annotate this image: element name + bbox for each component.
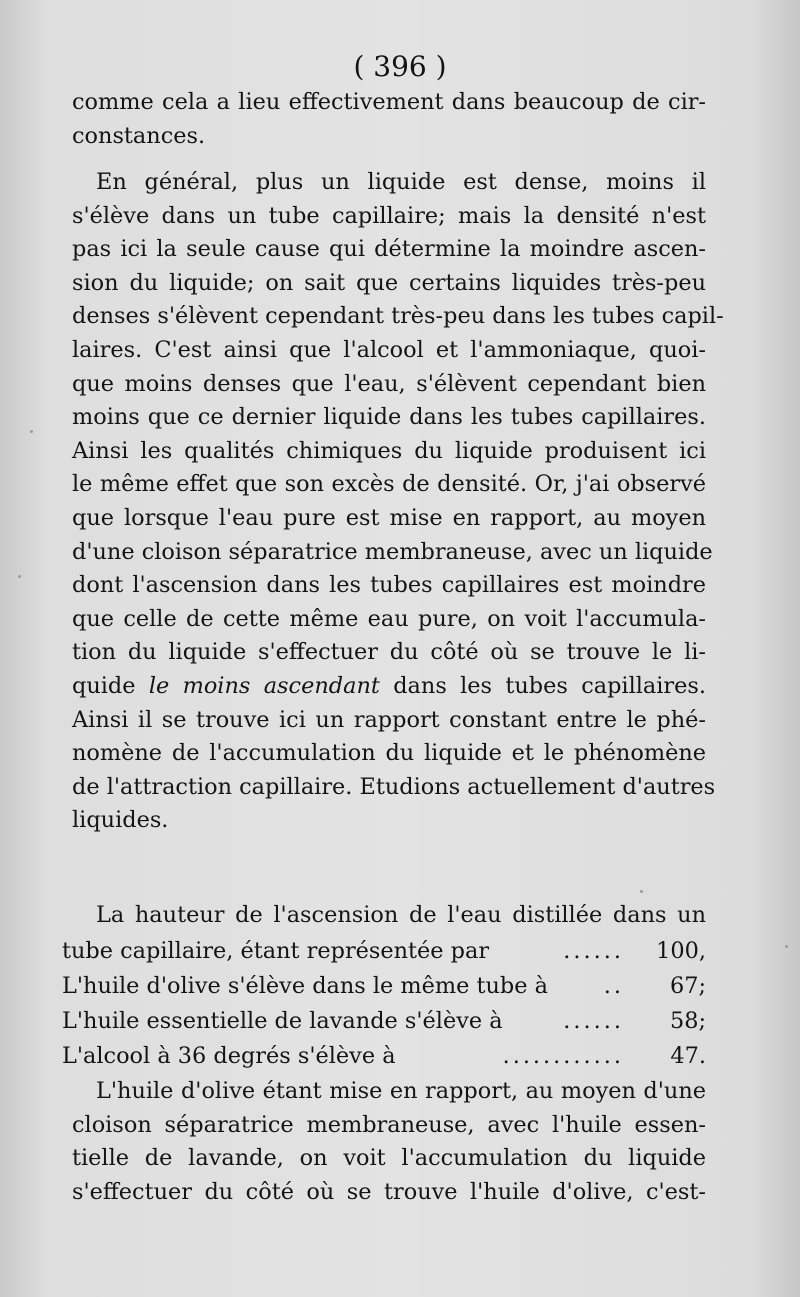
- table-row: [62, 969, 706, 1004]
- row-label: L'huile essentielle de lavande s'élève à: [62, 1008, 503, 1034]
- text-line: d'une cloison séparatrice membraneuse, avec un liquide: [72, 538, 713, 565]
- text-line: moins que ce dernier liquide dans les tubes capillaires.: [72, 404, 706, 431]
- text-line: L'huile d'olive étant mise en rapport, au moyen d'une: [96, 1078, 706, 1104]
- text-line: s'effectuer du côté où se trouve l'huile d'olive, c'est-: [72, 1178, 706, 1205]
- row-label: L'huile d'olive s'élève dans le même tube à: [62, 973, 548, 999]
- table-row: [62, 1004, 706, 1039]
- text-line: Ainsi les qualités chimiques du liquide produisent ici: [72, 437, 706, 464]
- row-value: 100,: [656, 938, 706, 964]
- row-leader: ............: [502, 1043, 624, 1069]
- table-row: [62, 1039, 706, 1074]
- text-line: que celle de cette même eau pure, on voit l'accumula-: [72, 605, 706, 632]
- paper-speck: [18, 575, 21, 578]
- row-value: 47.: [670, 1043, 706, 1069]
- text-line: le même effet que son excès de densité. Or, j'ai observé: [72, 471, 706, 498]
- row-label: L'alcool à 36 degrés s'élève à: [62, 1043, 396, 1069]
- text-line: tion du liquide s'effectuer du côté où se trouve le li-: [72, 639, 706, 666]
- line-start: quide: [72, 672, 136, 699]
- text-line: dont l'ascension dans les tubes capillaires est moindre: [72, 572, 706, 599]
- text-line: En général, plus un liquide est dense, moins il: [96, 169, 706, 195]
- ascension-table: [62, 934, 706, 1074]
- text-line: cloison séparatrice membraneuse, avec l'huile essen-: [72, 1111, 706, 1138]
- page-number: ( 396 ): [353, 50, 447, 83]
- text-line: sion du liquide; on sait que certains liquides très-peu: [72, 269, 706, 296]
- text-line: liquides.: [72, 807, 169, 834]
- paragraph-capillarity: [72, 166, 724, 838]
- text-line-with-italic: [72, 670, 706, 704]
- text-line: constances.: [72, 122, 206, 149]
- text-line: pas ici la seule cause qui détermine la moindre ascen-: [72, 236, 706, 263]
- italic-phrase: le moins ascendant: [148, 672, 380, 699]
- paragraph-olive-oil: [72, 1075, 706, 1209]
- text-line: tielle de lavande, on voit l'accumulation du liquide: [72, 1145, 706, 1172]
- text-line: laires. C'est ainsi que l'alcool et l'ammoniaque, quoi-: [72, 336, 706, 363]
- table-intro: [72, 899, 706, 933]
- text-line: Ainsi il se trouve ici un rapport constant entre le phé-: [72, 706, 706, 733]
- text-line: que moins denses que l'eau, s'élèvent cependant bien: [72, 370, 706, 397]
- paragraph-continuation: [72, 86, 706, 153]
- line-end: dans les tubes capillaires.: [393, 672, 706, 699]
- row-value: 67;: [669, 973, 706, 999]
- text-line: comme cela a lieu effectivement dans beaucoup de cir-: [72, 89, 706, 115]
- row-leader: ..: [603, 973, 624, 999]
- text-line: La hauteur de l'ascension de l'eau distillée dans un: [96, 902, 706, 928]
- paper-speck: [785, 945, 788, 948]
- paper-speck: [30, 430, 33, 433]
- paper-speck: [640, 890, 643, 893]
- row-label: tube capillaire, étant représentée par: [62, 938, 490, 964]
- text-line: de l'attraction capillaire. Etudions actuellement d'autres: [72, 773, 716, 800]
- text-line: que lorsque l'eau pure est mise en rapport, au moyen: [72, 504, 706, 531]
- row-leader: ......: [563, 1008, 624, 1034]
- text-line: nomène de l'accumulation du liquide et le phénomène: [72, 740, 706, 767]
- text-line: s'élève dans un tube capillaire; mais la densité n'est: [72, 202, 706, 229]
- row-value: 58;: [669, 1008, 706, 1034]
- text-line: denses s'élèvent cependant très-peu dans les tubes capil-: [72, 303, 724, 330]
- row-leader: ......: [563, 938, 624, 964]
- table-row: [62, 934, 706, 969]
